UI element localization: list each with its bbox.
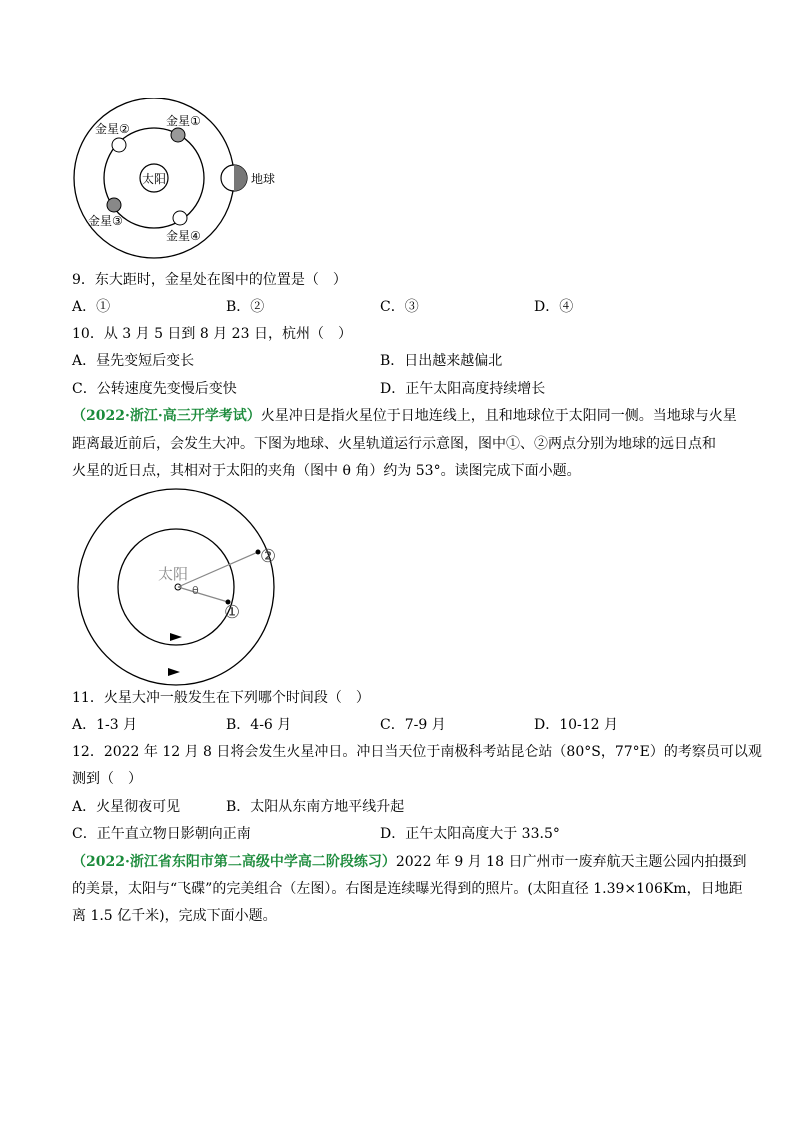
q9-stem: 9．东大距时，金星处在图中的位置是（ ） [72,272,347,288]
passage2-line3: 离 1.5 亿千米)，完成下面小题。 [72,908,277,924]
q9-option-d: D．④ [534,299,574,315]
venus-3-label: 金星③ [88,214,123,228]
venus-2-label: 金星② [95,122,130,136]
venus-4 [173,211,187,225]
q12-stem-line2: 测到（ ） [72,771,142,787]
passage2-line1 [72,852,746,872]
sun-label: 太阳 [158,565,189,583]
venus-4-label: 金星④ [166,229,201,243]
passage2-source: （2022·浙江省东阳市第二高级中学高二阶段练习） [72,854,396,870]
q12-option-d: D．正午太阳高度大于 33.5° [380,826,560,842]
q11-option-c: C．7-9 月 [380,717,446,733]
point-2-label: ② [260,546,277,567]
venus-orbit-diagram [70,98,290,263]
q10-stem: 10．从 3 月 5 日到 8 月 23 日，杭州（ ） [72,326,352,342]
passage1-line1 [72,406,737,426]
q12-option-a: A．火星彻夜可见 [72,799,181,815]
q11-stem: 11．火星大冲一般发生在下列哪个时间段（ ） [72,690,370,706]
q11-option-a: A．1-3 月 [72,717,138,733]
passage2-text1: 2022 年 9 月 18 日广州市一废弃航天主题公园内拍摄到 [395,854,747,870]
q11-option-b: B．4-6 月 [226,717,292,733]
line-to-p2 [178,552,258,587]
passage1-line2: 距离最近前后，会发生大冲。下图为地球、火星轨道运行示意图，图中①、②两点分别为地球的远日点和 [72,436,716,452]
passage1-text1: 火星冲日是指火星位于日地连线上，且和地球位于太阳同一侧。当地球与火星 [260,408,737,424]
q12-stem-line1: 12．2022 年 12 月 8 日将会发生火星冲日。冲日当天位于南极科考站昆仑站（80°S，77°E）的考察员可以观 [72,744,762,760]
sun-label: 太阳 [141,172,167,186]
venus-3 [107,198,121,212]
q11-option-d: D．10-12 月 [534,717,619,733]
earth-shadow [234,165,247,191]
venus-2 [112,138,126,152]
q10-option-c: C．公转速度先变慢后变快 [72,381,237,397]
q12-option-b: B．太阳从东南方地平线升起 [226,799,405,815]
passage2-line2: 的美景，太阳与“飞碟”的完美组合（左图）。右图是连续曝光得到的照片。(太阳直径 1.39×106Km，日地距 [72,881,743,897]
passage1-source: （2022·浙江·高三开学考试） [72,408,261,424]
passage1-line3: 火星的近日点，其相对于太阳的夹角（图中 θ 角）约为 53°。读图完成下面小题。 [72,463,581,479]
venus-1-label: 金星① [166,114,201,128]
q10-option-b: B．日出越来越偏北 [380,353,503,369]
point-1-label: ① [224,602,241,623]
q9-option-b: B．② [226,299,265,315]
theta-label: θ [192,584,199,597]
q9-option-c: C．③ [380,299,419,315]
mars-orbit-arrow [168,668,180,676]
earth-mars-orbit-diagram [74,488,294,688]
earth-label: 地球 [251,172,276,186]
q10-option-d: D．正午太阳高度持续增长 [380,381,546,397]
line-to-p1 [178,587,228,602]
q12-option-c: C．正午直立物日影朝向正南 [72,826,251,842]
q10-option-a: A．昼先变短后变长 [72,353,195,369]
earth-orbit-arrow [170,633,182,641]
q9-option-a: A．① [72,299,111,315]
venus-1 [171,128,185,142]
